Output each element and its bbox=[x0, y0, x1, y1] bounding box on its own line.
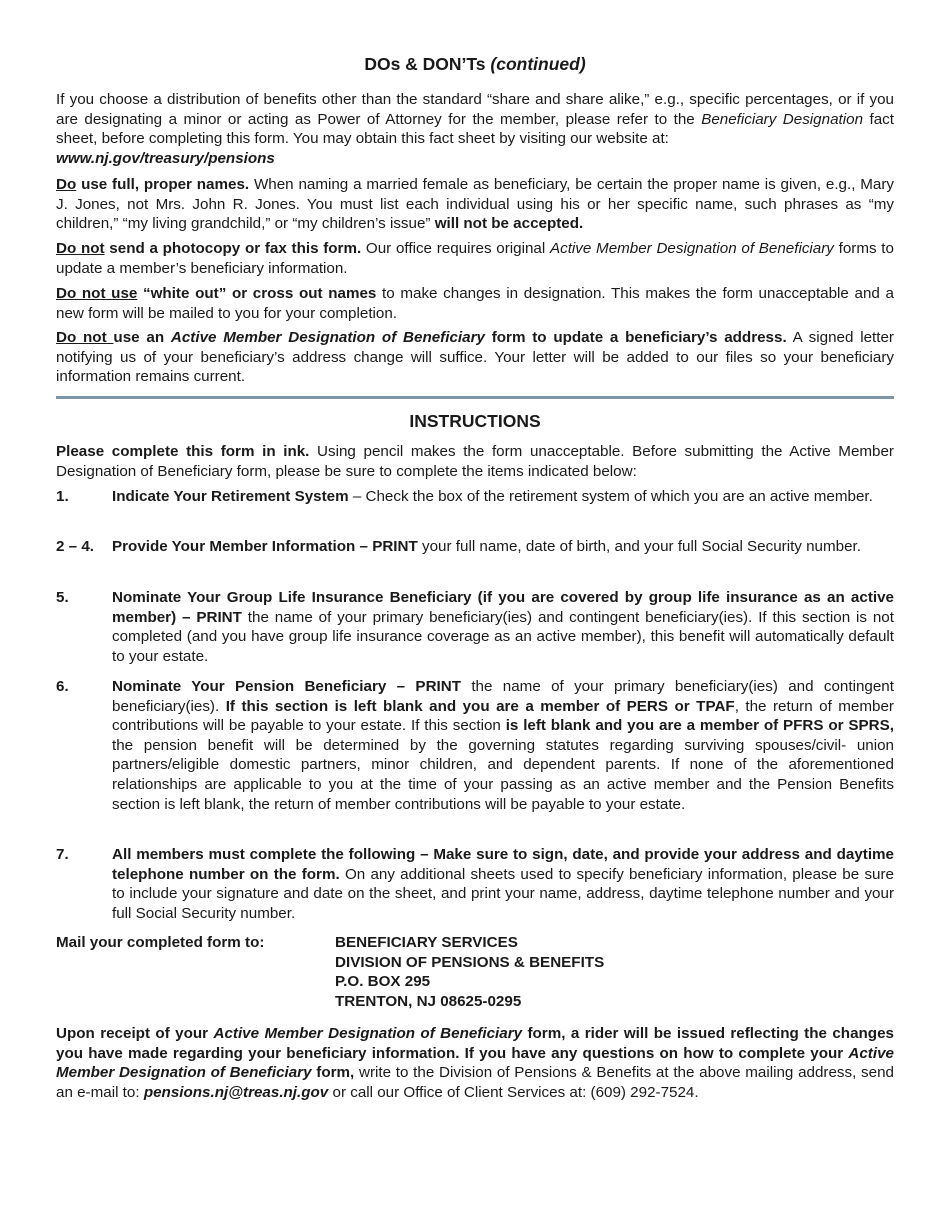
item-text: Nominate Your Group Life Insurance Beneficiary (if you are covered by group life insurance as an active member) – PRINT the name of your primary beneficiary(ies) and contingent beneficiary(ies). If this section is not completed (and you have group life insurance coverage as an active member), this benefit will automatically default to your estate. bbox=[112, 589, 894, 665]
intro-paragraph: If you choose a distribution of benefits other than the standard “share and share alike,” e.g., specific percentages, or if you are designating a minor or acting as Power of Attorney for the member, please refer to the Beneficiary Designation fact sheet, before completing this form. You may obtain this fact sheet by visiting our website at: www.nj.gov/treasury/pensions bbox=[56, 91, 894, 167]
mail-label: Mail your completed form to: bbox=[56, 934, 265, 951]
item-text: Indicate Your Retirement System – Check the box of the retirement system of which you are an active member. bbox=[112, 488, 873, 505]
instruction-item bbox=[56, 845, 894, 923]
item-number: 6. bbox=[56, 678, 69, 695]
instruction-item bbox=[56, 588, 894, 666]
instructions-intro: Please complete this form in ink. Using pencil makes the form unacceptable. Before submitting the Active Member Designation of Beneficiary form, please be sure to complete the items indicated below: bbox=[56, 443, 894, 480]
mailing-address-block bbox=[56, 933, 894, 1011]
address-line: BENEFICIARY SERVICES bbox=[335, 934, 518, 951]
instructions-heading: INSTRUCTIONS bbox=[409, 411, 541, 431]
fact-sheet-name: Beneficiary Designation bbox=[701, 110, 864, 128]
item-text: Nominate Your Pension Beneficiary – PRINT the name of your primary beneficiary(ies) and contingent beneficiary(ies). If this section is left blank and you are a member of PERS or TPAF, the return of member contributions will be payable to your estate. If this section is left blank and you are a member of PFRS or SPRS, the pension benefit will be determined by the governing statutes regarding surviving spouses/civil- union partners/eligible domestic partners, minor children, and dependent parents. If none of the aforementioned relationships are applicable to you at the time of your passing as an active member and the Pension Benefits section is left blank, the return of member contributions will be payable to your estate. bbox=[112, 678, 894, 813]
instruction-item bbox=[56, 537, 894, 557]
rule-full-names: Do use full, proper names. When naming a married female as beneficiary, be certain the proper name is given, e.g., Mary J. Jones, not Mrs. John R. Jones. You must list each individual using his or her specific name, such phrases as “my children,” “my living grandchild,” or “my children’s issue” will not be accepted. bbox=[56, 176, 894, 233]
mail-address bbox=[335, 933, 604, 1011]
website-link[interactable]: www.nj.gov/treasury/pensions bbox=[56, 149, 275, 167]
item-text: Provide Your Member Information – PRINT your full name, date of birth, and your full Social Security number. bbox=[112, 538, 861, 555]
address-line: P.O. BOX 295 bbox=[335, 973, 431, 991]
rule-white-out: Do not use “white out” or cross out names to make changes in designation. This makes the form unacceptable and a new form will be mailed to you for your completion. bbox=[56, 285, 894, 322]
item-number: 5. bbox=[56, 589, 69, 606]
item-number: 2 – 4. bbox=[56, 538, 94, 555]
address-line: DIVISION OF PENSIONS & BENEFITS bbox=[335, 953, 605, 971]
section-divider bbox=[56, 396, 894, 399]
rule-photocopy: Do not send a photocopy or fax this form. Our office requires original Active Member Designation of Beneficiary forms to update a member’s beneficiary information. bbox=[56, 240, 894, 277]
rule-address: Do not use an Active Member Designation of Beneficiary form to update a beneficiary’s address. A signed letter notifying us of your beneficiary’s address change will suffice. Your letter will be added to our files so your beneficiary information remains current. bbox=[56, 329, 894, 386]
instruction-item bbox=[56, 677, 894, 814]
closing-paragraph: Upon receipt of your Active Member Designation of Beneficiary form, a rider will be issued reflecting the changes you have made regarding your beneficiary information. If you have any questions on how to complete your Active Member Designation of Beneficiary form, write to the Division of Pensions & Benefits at the above mailing address, send an e-mail to: pensions.nj@treas.nj.gov or call our Office of Client Services at: (609) 292-7524. bbox=[56, 1025, 894, 1101]
address-line: TRENTON, NJ 08625-0295 bbox=[335, 992, 522, 1010]
email-link[interactable]: pensions.nj@treas.nj.gov bbox=[143, 1083, 329, 1101]
item-number: 1. bbox=[56, 488, 69, 505]
item-text: All members must complete the following – Make sure to sign, date, and provide your address and daytime telephone number on the form. On any additional sheets used to specify beneficiary information, please be sure to include your signature and date on the sheet, and print your name, address, daytime telephone number and your full Social Security number. bbox=[112, 846, 894, 922]
item-number: 7. bbox=[56, 846, 69, 863]
dos-donts-heading: DOs & DON’Ts (continued) bbox=[364, 54, 586, 74]
instruction-item bbox=[56, 487, 894, 507]
